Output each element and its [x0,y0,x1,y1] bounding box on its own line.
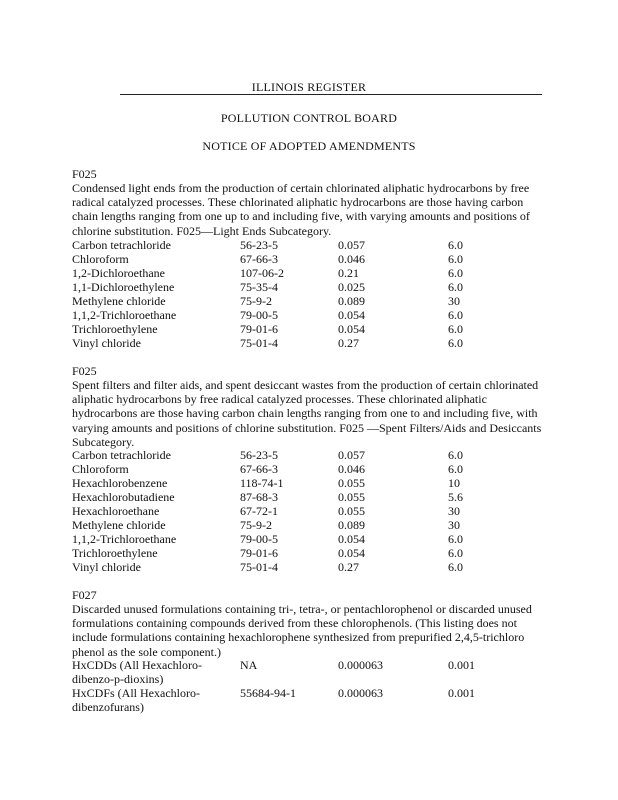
constituent-name: Vinyl chloride [72,560,141,574]
cas-number: 79-01-6 [240,546,278,560]
table-row [72,280,552,294]
cas-number: 67-66-3 [240,252,278,266]
table-row [72,532,552,546]
table-row [72,476,552,490]
constituent-name: Methylene chloride [72,294,166,308]
table-row [72,336,552,350]
table-row [72,658,552,672]
nonwastewater-value: 6.0 [448,336,463,350]
table-row-continuation [72,700,552,714]
wastewater-value: 0.000063 [338,658,383,672]
constituent-name: HxCDDs (All Hexachloro- [72,658,202,672]
nonwastewater-value: 10 [448,476,460,490]
cas-number: 79-00-5 [240,308,278,322]
wastewater-value: 0.057 [338,448,365,462]
wastewater-value: 0.054 [338,308,365,322]
constituent-name: Carbon tetrachloride [72,448,171,462]
table-row [72,462,552,476]
wastewater-value: 0.089 [338,518,365,532]
nonwastewater-value: 6.0 [448,462,463,476]
wastewater-value: 0.000063 [338,686,383,700]
nonwastewater-value: 6.0 [448,280,463,294]
nonwastewater-value: 6.0 [448,322,463,336]
table-row [72,448,552,462]
constituent-name: Vinyl chloride [72,336,141,350]
wastewater-value: 0.089 [338,294,365,308]
header-rule [120,94,542,95]
cas-number: 75-01-4 [240,336,278,350]
wastewater-value: 0.055 [338,476,365,490]
cas-number: 56-23-5 [240,448,278,462]
constituent-name-continued: dibenzofurans) [72,700,144,714]
wastewater-value: 0.055 [338,504,365,518]
constituent-name: Trichloroethylene [72,546,158,560]
wastewater-value: 0.054 [338,532,365,546]
cas-number: 75-35-4 [240,280,278,294]
wastewater-value: 0.046 [338,462,365,476]
waste-description: Spent filters and filter aids, and spent desiccant wastes from the production of certain chlorinated aliphatic hydrocarbons by free radical catalyzed processes. These chlorinated aliphatic hydrocarbons are those having carbon chain lengths ranging from one to and including five, with varying amounts and positions of chlorine substitution. F025 —Spent Filters/Aids and Desiccants Subcategory. [72,378,542,449]
wastewater-value: 0.21 [338,266,359,280]
cas-number: 55684-94-1 [240,686,296,700]
cas-number: NA [240,658,258,672]
register-title: ILLINOIS REGISTER [251,80,367,94]
table-row [72,490,552,504]
table-row [72,322,552,336]
constituent-name: Methylene chloride [72,518,166,532]
table-row [72,686,552,700]
table-row [72,504,552,518]
nonwastewater-value: 0.001 [448,686,475,700]
notice-title: NOTICE OF ADOPTED AMENDMENTS [202,139,416,153]
constituent-name: HxCDFs (All Hexachloro- [72,686,200,700]
wastewater-value: 0.055 [338,490,365,504]
nonwastewater-value: 6.0 [448,448,463,462]
table-row [72,560,552,574]
nonwastewater-value: 0.001 [448,658,475,672]
nonwastewater-value: 6.0 [448,252,463,266]
constituent-name: 1,1,2-Trichloroethane [72,308,177,322]
cas-number: 75-9-2 [240,294,272,308]
cas-number: 67-66-3 [240,462,278,476]
wastewater-value: 0.057 [338,238,365,252]
waste-code: F025 [72,364,97,378]
cas-number: 87-68-3 [240,490,278,504]
constituent-name: 1,1,2-Trichloroethane [72,532,177,546]
wastewater-value: 0.025 [338,280,365,294]
cas-number: 79-01-6 [240,322,278,336]
cas-number: 107-06-2 [240,266,284,280]
nonwastewater-value: 30 [448,294,460,308]
table-row [72,546,552,560]
nonwastewater-value: 6.0 [448,308,463,322]
wastewater-value: 0.054 [338,322,365,336]
cas-number: 56-23-5 [240,238,278,252]
constituent-name: Carbon tetrachloride [72,238,171,252]
cas-number: 75-9-2 [240,518,272,532]
constituent-name: Trichloroethylene [72,322,158,336]
wastewater-value: 0.046 [338,252,365,266]
table-row [72,294,552,308]
constituent-name: Hexachlorobenzene [72,476,168,490]
cas-number: 79-00-5 [240,532,278,546]
constituent-name: Hexachlorobutadiene [72,490,175,504]
nonwastewater-value: 6.0 [448,532,463,546]
nonwastewater-value: 5.6 [448,490,463,504]
nonwastewater-value: 30 [448,518,460,532]
wastewater-value: 0.27 [338,336,359,350]
constituent-name: Chloroform [72,252,129,266]
wastewater-value: 0.27 [338,560,359,574]
table-row [72,308,552,322]
cas-number: 75-01-4 [240,560,278,574]
nonwastewater-value: 6.0 [448,266,463,280]
wastewater-value: 0.054 [338,546,365,560]
constituent-name: 1,2-Dichloroethane [72,266,165,280]
constituent-name: Chloroform [72,462,129,476]
table-row [72,266,552,280]
table-row-continuation [72,672,552,686]
nonwastewater-value: 30 [448,504,460,518]
constituent-name-continued: dibenzo-p-dioxins) [72,672,164,686]
table-row [72,238,552,252]
table-row [72,252,552,266]
table-row [72,518,552,532]
nonwastewater-value: 6.0 [448,238,463,252]
waste-description: Condensed light ends from the production of certain chlorinated aliphatic hydrocarbons by free radical catalyzed processes. These chlorinated aliphatic hydrocarbons are those having carbon chain lengths ranging from one up to and including five, with varying amounts and positions of chlorine substitution. F025—Light Ends Subcategory. [72,181,530,238]
waste-code: F025 [72,167,97,181]
cas-number: 67-72-1 [240,504,278,518]
constituent-name: 1,1-Dichloroethylene [72,280,175,294]
waste-code: F027 [72,588,97,602]
nonwastewater-value: 6.0 [448,560,463,574]
board-title: POLLUTION CONTROL BOARD [220,111,398,125]
waste-description: Discarded unused formulations containing tri-, tetra-, or pentachlorophenol or discarded unused formulations containing compounds derived from these chlorophenols. (This listing does not include formulations containing hexachlorophene synthesized from prepurified 2,4,5-trichloro phenol as the sole component.) [72,602,532,659]
constituent-name: Hexachloroethane [72,504,160,518]
nonwastewater-value: 6.0 [448,546,463,560]
cas-number: 118-74-1 [240,476,284,490]
